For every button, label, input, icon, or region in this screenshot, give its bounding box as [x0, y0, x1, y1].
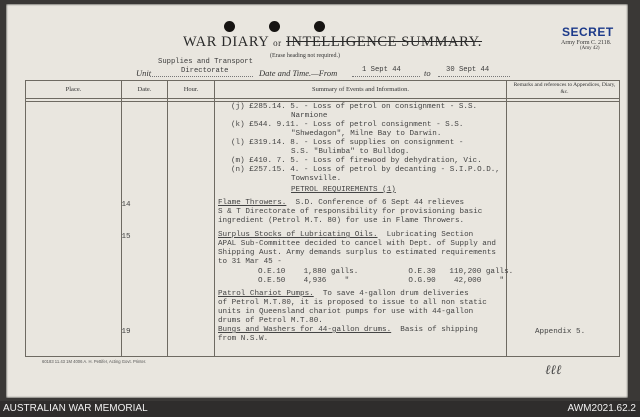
secret-stamp: SECRET	[562, 25, 614, 39]
entry-line: drums of Petrol M.T.80.	[218, 317, 323, 325]
entry-line: APAL Sub-Committee decided to cancel with Dept. of Supply and	[218, 240, 496, 248]
header-rule	[26, 98, 619, 99]
signature: ℓℓℓ	[545, 362, 562, 377]
appendix-reference: Appendix 5.	[535, 328, 586, 336]
entry-line: (j) £285.14. 5. - Loss of petrol on consignment - S.S.	[231, 103, 478, 111]
entry-line: to 31 Mar 45 -	[218, 258, 282, 266]
erase-note: (Erase heading not required.)	[270, 53, 340, 59]
unit-label: Unit	[136, 68, 152, 78]
column-divider	[214, 81, 215, 356]
unit-underline	[150, 76, 253, 77]
to-label: to	[424, 68, 431, 78]
entry-line: (n) £257.15. 4. - Loss of petrol by decanting - S.I.P.O.D.,	[231, 166, 500, 174]
entry-line: Flame Throwers. S.D. Conference of 6 Sept 44 relieves	[218, 199, 465, 207]
entry-line: ingredient (Petrol M.T. 80) for use in Flame Throwers.	[218, 217, 465, 225]
entry-line: Surplus Stocks of Lubricating Oils. Lubricating Section	[218, 231, 474, 239]
remarks-header: Remarks and references to Appendices, Diary, &c.	[513, 82, 616, 95]
credit-left: AUSTRALIAN WAR MEMORIAL	[3, 403, 148, 414]
entry-line: "Shwedagon", Milne Bay to Darwin.	[291, 130, 442, 138]
entry-line: Shipping Aust. Army demands surplus to estimated requirements	[218, 249, 496, 257]
section-heading: PETROL REQUIREMENTS (1)	[291, 186, 396, 194]
entry-line: of Petrol M.T.80, it is proposed to issue to all non static	[218, 299, 487, 307]
column-divider	[506, 81, 507, 356]
entry-date: 19	[121, 328, 131, 336]
army-form-sub: (Amy 42)	[580, 46, 600, 51]
entry-line: Patrol Chariot Pumps. To save 4-gallon drum deliveries	[218, 290, 469, 298]
entry-line: (l) £319.14. 8. - Loss of supplies on consignment -	[231, 139, 464, 147]
date-label: Date and Time.—From	[259, 68, 338, 78]
summary-header: Summary of Events and Information.	[312, 86, 409, 93]
entry-line: from N.S.W.	[218, 335, 269, 343]
header-rule	[26, 101, 619, 102]
form-title: WAR DIARY or INTELLIGENCE SUMMARY.	[183, 34, 483, 50]
entry-line: (k) £544. 9.11. - Loss of petrol consignment - S.S.	[231, 121, 464, 129]
entry-line: S.S. "Bulimba" to Bulldog.	[291, 148, 410, 156]
unit-value-2: Directorate	[181, 67, 229, 75]
date-to-underline	[438, 76, 510, 77]
entry-line: Bungs and Washers for 44-gallon drums. Basis of shipping	[218, 326, 478, 334]
date-to: 30 Sept 44	[446, 66, 490, 74]
date-from-underline	[352, 76, 420, 77]
printer-imprint: 60183 11.43 1M 4006 A. H. Pettifer, Acting Govt. Printer.	[42, 359, 147, 364]
punch-hole	[269, 21, 280, 32]
punch-hole	[224, 21, 235, 32]
credit-right: AWM2021.62.2	[567, 403, 636, 414]
punch-hole	[314, 21, 325, 32]
entry-date: 14	[121, 201, 131, 209]
hour-header: Hour.	[183, 86, 199, 93]
entry-line: (m) £410. 7. 5. - Loss of firewood by dehydration, Vic.	[231, 157, 482, 165]
unit-value-1: Supplies and Transport	[158, 58, 253, 66]
army-form-number: Army Form C. 2118.	[561, 40, 612, 46]
entry-date: 15	[121, 233, 131, 241]
place-header: Place.	[65, 86, 82, 93]
entry-line: Narmione	[291, 112, 328, 120]
entry-line: units in Queensland chariot pumps for use with 44-gallon	[218, 308, 474, 316]
entry-line: O.E.50 4,936 " O.G.90 42,000 "	[258, 277, 505, 285]
date-header: Date.	[137, 86, 152, 93]
column-divider	[121, 81, 122, 356]
column-divider	[167, 81, 168, 356]
entry-line: O.E.10 1,880 galls. O.E.30 110,200 galls.	[258, 268, 514, 276]
date-from: 1 Sept 44	[362, 66, 401, 74]
entry-line: S & T Directorate of responsibility for provisioning basic	[218, 208, 483, 216]
entry-line: Townsville.	[291, 175, 342, 183]
